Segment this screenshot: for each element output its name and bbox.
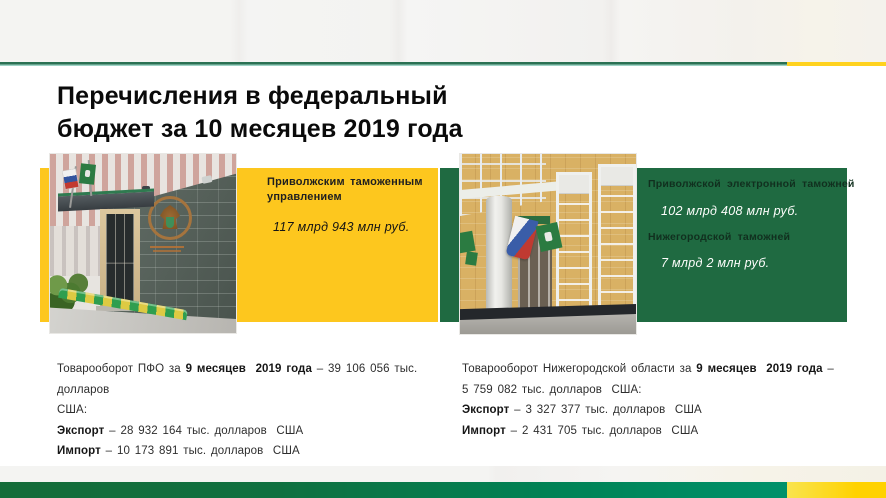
wall-sign-line2 xyxy=(153,250,181,252)
electronic-customs-amount: 102 млрд 408 млн руб. xyxy=(661,204,799,218)
rolled-shutter xyxy=(559,175,589,194)
import-value: – 2 431 705 тыс. долларов США xyxy=(505,424,699,437)
bottom-bar-green xyxy=(0,482,787,498)
summary-line-usa: США: xyxy=(57,404,88,417)
nizhny-customs-heading: Нижегородской таможней xyxy=(648,231,791,243)
nizhny-customs-amount: 7 млрд 2 млн руб. xyxy=(661,256,770,270)
summary-line-export xyxy=(57,421,462,442)
top-rule-green xyxy=(0,62,787,66)
customs-flag xyxy=(79,163,96,184)
window-strip xyxy=(598,164,636,328)
export-label: Экспорт xyxy=(462,404,510,417)
turnover-intro: Товарооборот Нижегородской области за xyxy=(462,363,697,375)
pfo-box-amount: 117 млрд 943 млн руб. xyxy=(273,220,410,234)
customs-emblem xyxy=(148,196,192,240)
page-title xyxy=(57,80,463,146)
page-title-line2: бюджет за 10 месяцев 2019 года xyxy=(57,115,463,143)
turnover-value: – 39 106 056 тыс. долларов xyxy=(57,363,423,396)
summary-line-total: 5 759 082 тыс. долларов США: xyxy=(462,383,642,396)
customs-flag-emblem xyxy=(85,170,91,177)
summary-line-turnover xyxy=(57,359,462,400)
turnover-intro: Товарооборот ПФО за xyxy=(57,363,186,375)
top-photo-strip xyxy=(0,0,886,62)
pfo-trade-summary xyxy=(57,359,462,462)
wall-sign-line1 xyxy=(150,246,184,248)
turnover-value: – xyxy=(822,363,834,375)
summary-line-import xyxy=(462,421,867,442)
export-value: – 28 932 164 тыс. долларов США xyxy=(104,424,304,437)
nn-trade-summary xyxy=(462,359,867,441)
import-label: Импорт xyxy=(57,445,101,458)
summary-line-export xyxy=(462,400,867,421)
turnover-period: 9 месяцев 2019 года xyxy=(185,363,312,375)
export-value: – 3 327 377 тыс. долларов США xyxy=(509,404,702,417)
summary-line-turnover xyxy=(462,359,867,380)
top-rule-yellow xyxy=(787,62,886,66)
summary-line-import xyxy=(57,441,462,462)
bottom-photo-strip xyxy=(0,466,886,482)
nizhny-customs-building-photo xyxy=(460,154,636,334)
pfo-box-heading: Приволжским таможенным управлением xyxy=(267,176,428,203)
customs-flag xyxy=(465,251,478,265)
page-title-line1: Перечисления в федеральный xyxy=(57,82,448,110)
turnover-period: 9 месяцев 2019 года xyxy=(696,363,823,375)
entrance-doors xyxy=(106,214,134,302)
electronic-customs-heading: Приволжской электронной таможней xyxy=(648,178,855,190)
import-value: – 10 173 891 тыс. долларов США xyxy=(100,445,300,458)
pfo-customs-building-photo xyxy=(50,154,236,333)
bottom-bar-yellow xyxy=(787,482,886,498)
import-label: Импорт xyxy=(462,424,506,437)
emblem-shield xyxy=(166,217,174,228)
customs-flag-emblem xyxy=(544,231,553,241)
export-label: Экспорт xyxy=(57,424,105,437)
rolled-shutter xyxy=(601,167,633,186)
